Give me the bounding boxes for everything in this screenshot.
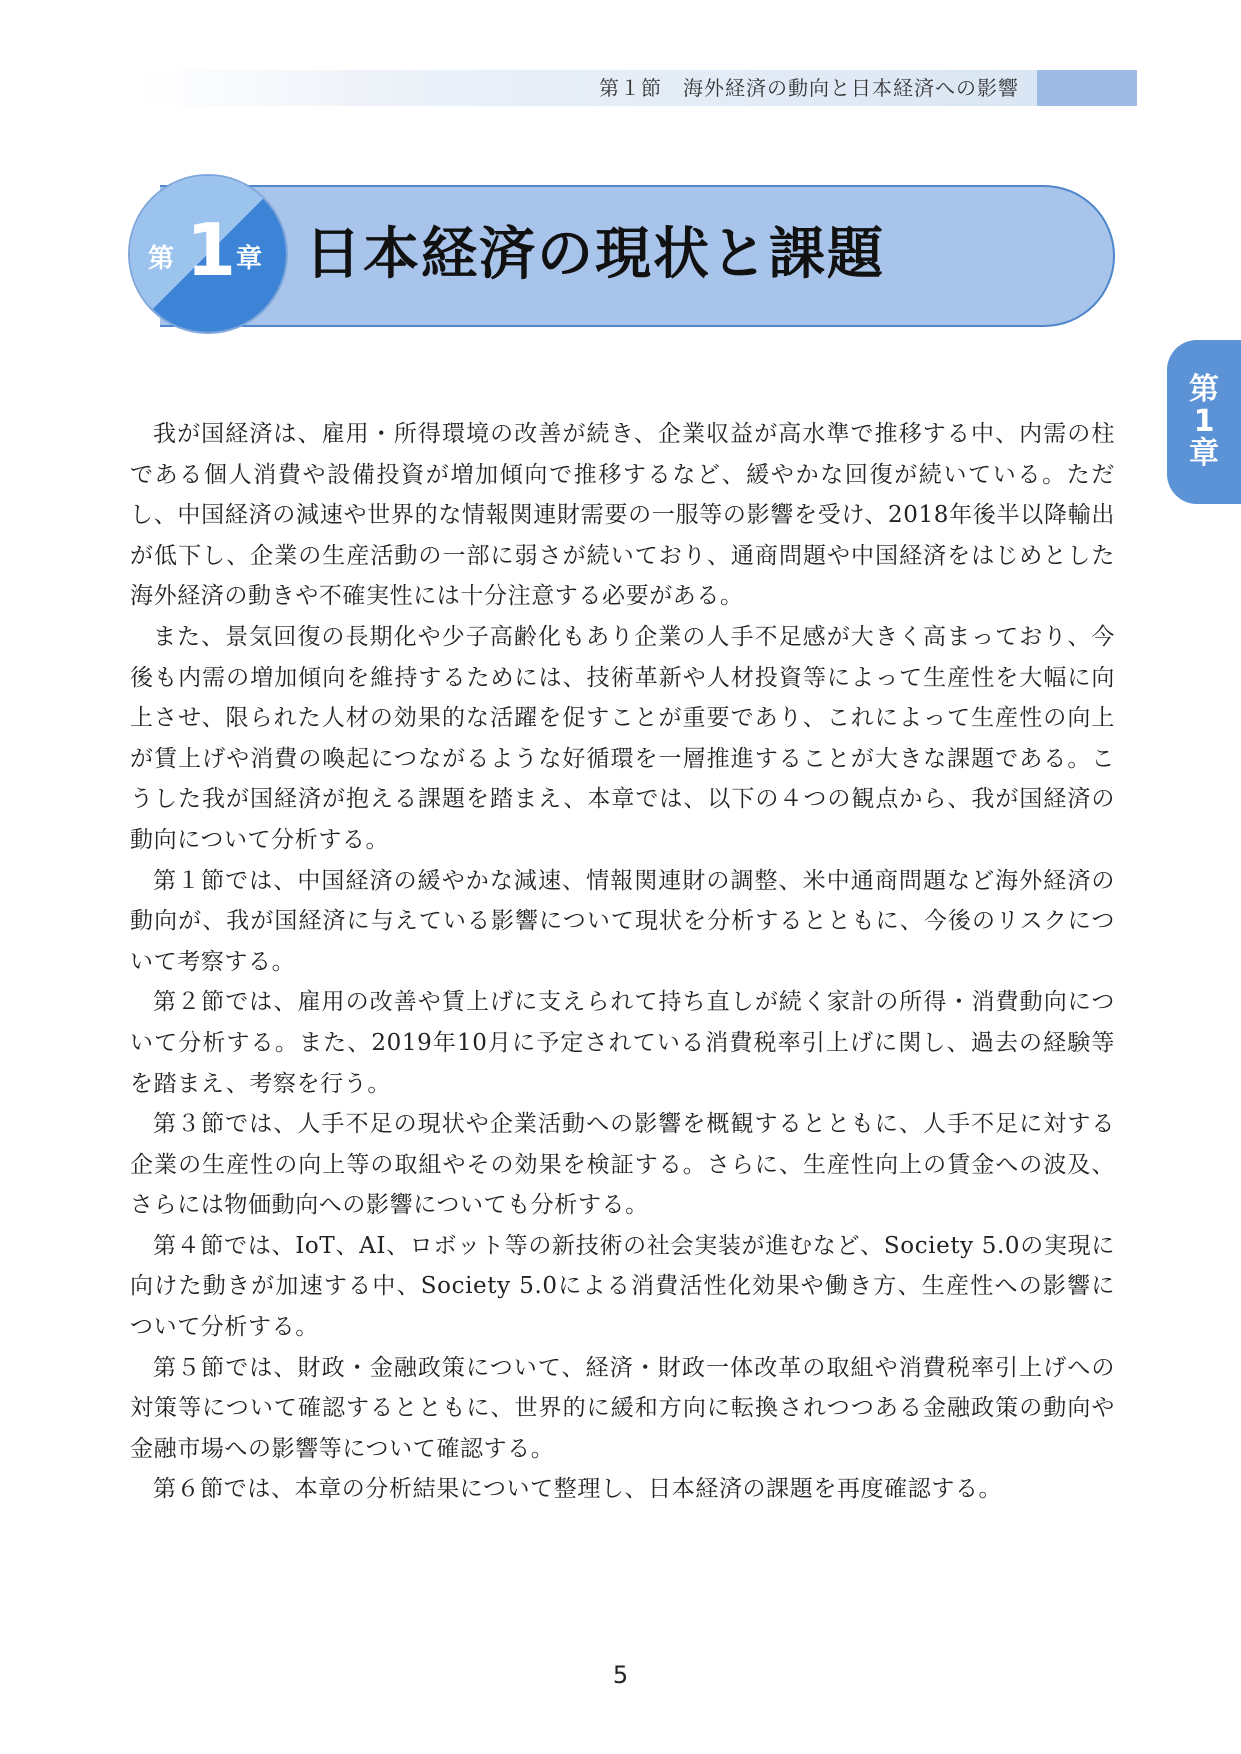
paragraph: 第２節では、雇用の改善や賃上げに支えられて持ち直しが続く家計の所得・消費動向について分析する。また、2019年10月に予定されている消費税率引上げに関し、過去の経験等を踏まえ、考察を行う。 xyxy=(130,989,1115,1097)
paragraph: 第４節では、IoT、AI、ロボット等の新技術の社会実装が進むなど、Society 5.0の実現に向けた動きが加速する中、Society 5.0による消費活性化効果や働き方、生産性への影響について分析する。 xyxy=(130,1232,1115,1341)
side-tab-line: 第 xyxy=(1189,372,1219,407)
chapter-side-tab xyxy=(1167,340,1241,504)
running-header-title: 第１節 海外経済の動向と日本経済への影響 xyxy=(599,76,1019,100)
paragraph: 第５節では、財政・金融政策について、経済・財政一体改革の取組や消費税率引上げへの対策等について確認するとともに、世界的に緩和方向に転換されつつある金融政策の動向や金融市場への影響等について確認する。 xyxy=(130,1354,1115,1462)
side-tab-line: 章 xyxy=(1189,436,1219,471)
side-tab-line: 1 xyxy=(1193,404,1215,439)
running-header-accent xyxy=(1037,70,1137,106)
body-text xyxy=(130,414,1115,1510)
paragraph: 第１節では、中国経済の緩やかな減速、情報関連財の調整、米中通商問題など海外経済の動向が、我が国経済に与えている影響について現状を分析するとともに、今後のリスクについて考察する。 xyxy=(130,867,1115,975)
chapter-label-prefix: 第 xyxy=(148,244,175,274)
chapter-title: 日本経済の現状と課題 xyxy=(305,222,885,287)
running-header xyxy=(138,70,1137,106)
page-number: 5 xyxy=(612,1661,629,1689)
paragraph: また、景気回復の長期化や少子高齢化もあり企業の人手不足感が大きく高まっており、今後も内需の増加傾向を維持するためには、技術革新や人材投資等によって生産性を大幅に向上させ、限られた人材の効果的な活躍を促すことが重要であり、これによって生産性の向上が賃上げや消費の喚起につながるような好循環を一層推進することが大きな課題である。こうした我が国経済が抱える課題を踏まえ、本章では、以下の４つの観点から、我が国経済の動向について分析する。 xyxy=(130,623,1115,853)
chapter-label-suffix: 章 xyxy=(236,244,263,274)
paragraph: 我が国経済は、雇用・所得環境の改善が続き、企業収益が高水準で推移する中、内需の柱である個人消費や設備投資が増加傾向で推移するなど、緩やかな回復が続いている。ただし、中国経済の減速や世界的な情報関連財需要の一服等の影響を受け、2018年後半以降輸出が低下し、企業の生産活動の一部に弱さが続いており、通商問題や中国経済をはじめとした海外経済の動きや不確実性には十分注意する必要がある。 xyxy=(130,421,1115,610)
paragraph: 第６節では、本章の分析結果について整理し、日本経済の課題を再度確認する。 xyxy=(153,1476,1003,1503)
paragraph: 第３節では、人手不足の現状や企業活動への影響を概観するとともに、人手不足に対する企業の生産性の向上等の取組やその効果を検証する。さらに、生産性向上の賃金への波及、さらには物価動向への影響についても分析する。 xyxy=(130,1111,1115,1219)
chapter-number: 1 xyxy=(186,208,237,292)
side-tab-label xyxy=(1167,374,1241,470)
